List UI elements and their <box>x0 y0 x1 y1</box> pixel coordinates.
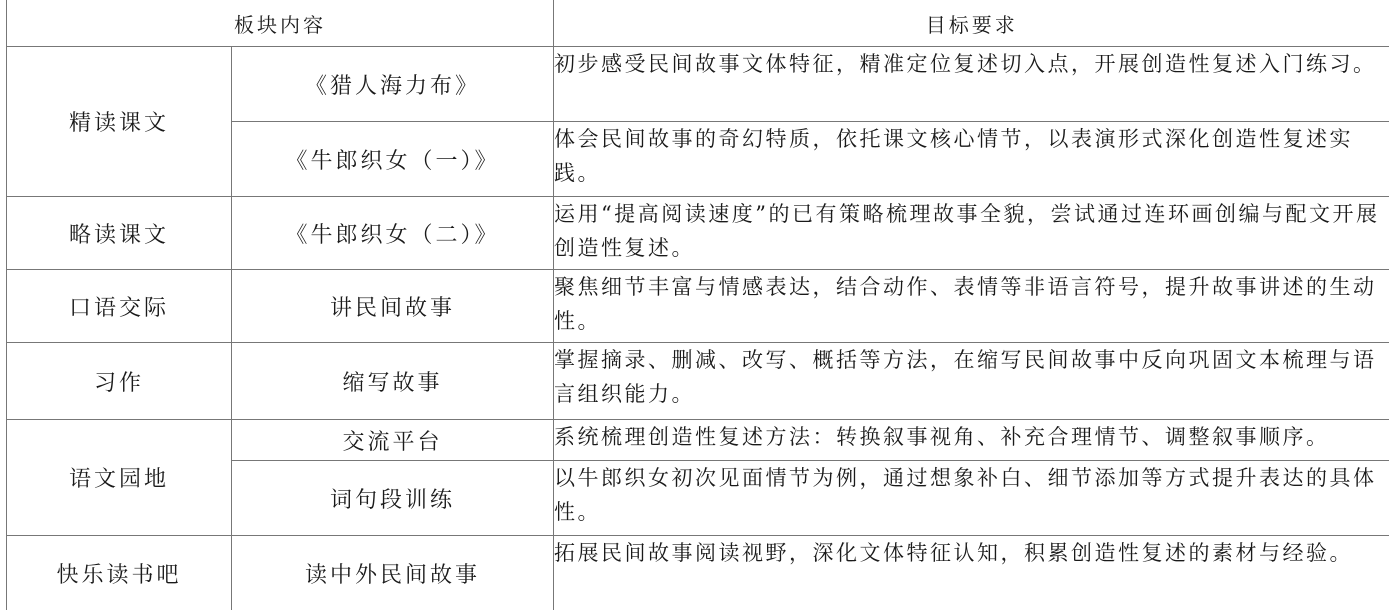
goal-cell: 系统梳理创造性复述方法：转换叙事视角、补充合理情节、调整叙事顺序。 <box>554 420 1389 461</box>
content-cell: 交流平台 <box>232 420 554 461</box>
table-row <box>7 343 1389 420</box>
content-cell: 讲民间故事 <box>232 270 554 343</box>
module-cell: 精读课文 <box>7 47 232 197</box>
goal-cell: 拓展民间故事阅读视野，深化文体特征认知，积累创造性复述的素材与经验。 <box>554 536 1389 610</box>
header-section-content: 板块内容 <box>7 0 554 47</box>
header-row <box>7 0 1389 47</box>
table-row <box>7 536 1389 610</box>
header-goal-requirements: 目标要求 <box>554 0 1389 47</box>
module-cell: 略读课文 <box>7 197 232 270</box>
goal-cell: 体会民间故事的奇幻特质，依托课文核心情节，以表演形式深化创造性复述实践。 <box>554 122 1389 197</box>
content-cell: 《牛郎织女（一）》 <box>232 122 554 197</box>
goal-cell: 初步感受民间故事文体特征，精准定位复述切入点，开展创造性复述入门练习。 <box>554 47 1389 122</box>
goal-cell: 聚焦细节丰富与情感表达，结合动作、表情等非语言符号，提升故事讲述的生动性。 <box>554 270 1389 343</box>
content-cell: 《牛郎织女（二）》 <box>232 197 554 270</box>
module-cell: 快乐读书吧 <box>7 536 232 610</box>
table-row <box>7 420 1389 461</box>
content-cell: 《猎人海力布》 <box>232 47 554 122</box>
table-row <box>7 47 1389 122</box>
table-row <box>7 197 1389 270</box>
goal-cell: 掌握摘录、删减、改写、概括等方法，在缩写民间故事中反向巩固文本梳理与语言组织能力。 <box>554 343 1389 420</box>
module-cell: 语文园地 <box>7 420 232 536</box>
table-row <box>7 270 1389 343</box>
goal-cell: 运用“提高阅读速度”的已有策略梳理故事全貌，尝试通过连环画创编与配文开展创造性复述。 <box>554 197 1389 270</box>
module-cell: 口语交际 <box>7 270 232 343</box>
content-cell: 缩写故事 <box>232 343 554 420</box>
goal-cell: 以牛郎织女初次见面情节为例，通过想象补白、细节添加等方式提升表达的具体性。 <box>554 461 1389 536</box>
content-cell: 读中外民间故事 <box>232 536 554 610</box>
unit-plan-table <box>6 0 1389 610</box>
module-cell: 习作 <box>7 343 232 420</box>
content-cell: 词句段训练 <box>232 461 554 536</box>
